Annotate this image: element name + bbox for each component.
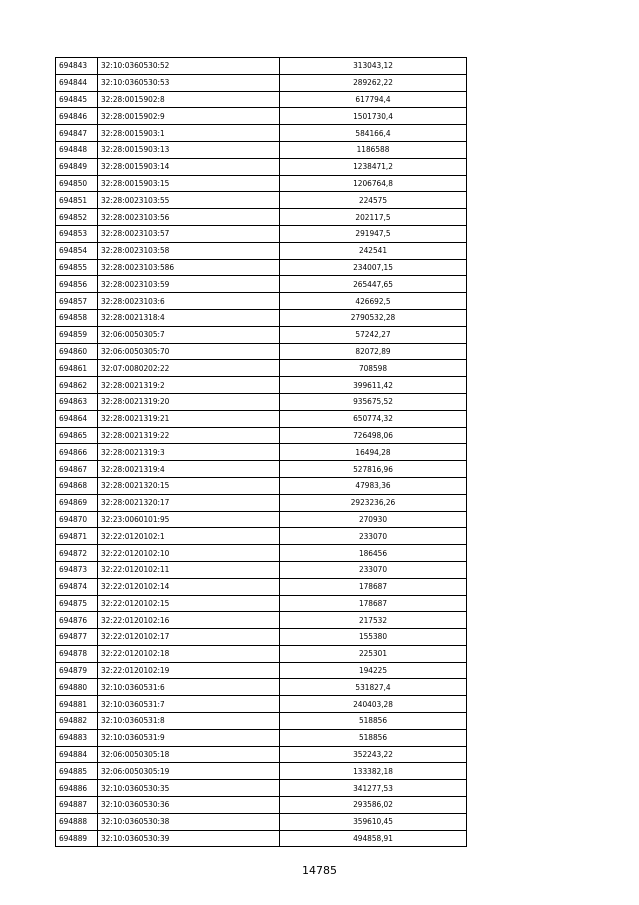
table-row	[56, 209, 467, 226]
cadastral-number-cell: 32:06:0050305:19	[98, 763, 280, 780]
value-cell: 82072,89	[280, 343, 467, 360]
value-cell: 293586,02	[280, 797, 467, 814]
table-row	[56, 393, 467, 410]
row-number-cell: 694846	[56, 108, 98, 125]
row-number-cell: 694883	[56, 729, 98, 746]
row-number-cell: 694874	[56, 578, 98, 595]
cadastral-number-cell: 32:28:0021319:4	[98, 461, 280, 478]
table-row	[56, 662, 467, 679]
table-row	[56, 612, 467, 629]
cadastral-number-cell: 32:22:0120102:11	[98, 561, 280, 578]
table-row	[56, 125, 467, 142]
table-row	[56, 225, 467, 242]
value-cell: 233070	[280, 561, 467, 578]
cadastral-number-cell: 32:22:0120102:10	[98, 545, 280, 562]
row-number-cell: 694872	[56, 545, 98, 562]
cadastral-number-cell: 32:28:0021320:17	[98, 494, 280, 511]
value-cell: 233070	[280, 528, 467, 545]
value-cell: 155380	[280, 629, 467, 646]
table-row	[56, 461, 467, 478]
value-cell: 584166,4	[280, 125, 467, 142]
row-number-cell: 694857	[56, 293, 98, 310]
page-number: 14785	[302, 864, 337, 877]
row-number-cell: 694854	[56, 242, 98, 259]
table-row	[56, 293, 467, 310]
cadastral-number-cell: 32:28:0015903:13	[98, 141, 280, 158]
cadastral-number-cell: 32:22:0120102:16	[98, 612, 280, 629]
cadastral-number-cell: 32:06:0050305:7	[98, 326, 280, 343]
value-cell: 527816,96	[280, 461, 467, 478]
row-number-cell: 694863	[56, 393, 98, 410]
value-cell: 133382,18	[280, 763, 467, 780]
table-row	[56, 141, 467, 158]
value-cell: 518856	[280, 729, 467, 746]
row-number-cell: 694867	[56, 461, 98, 478]
value-cell: 178687	[280, 595, 467, 612]
row-number-cell: 694878	[56, 645, 98, 662]
cadastral-number-cell: 32:22:0120102:18	[98, 645, 280, 662]
row-number-cell: 694858	[56, 309, 98, 326]
row-number-cell: 694855	[56, 259, 98, 276]
value-cell: 1206764,8	[280, 175, 467, 192]
row-number-cell: 694879	[56, 662, 98, 679]
value-cell: 1501730,4	[280, 108, 467, 125]
table-row	[56, 360, 467, 377]
value-cell: 617794,4	[280, 91, 467, 108]
value-cell: 726498,06	[280, 427, 467, 444]
row-number-cell: 694869	[56, 494, 98, 511]
table-row	[56, 309, 467, 326]
row-number-cell: 694882	[56, 713, 98, 730]
cadastral-number-cell: 32:28:0021319:3	[98, 444, 280, 461]
value-cell: 291947,5	[280, 225, 467, 242]
value-cell: 359610,45	[280, 813, 467, 830]
table-row	[56, 477, 467, 494]
cadastral-number-cell: 32:28:0015903:14	[98, 158, 280, 175]
table-row	[56, 813, 467, 830]
value-cell: 2790532,28	[280, 309, 467, 326]
value-cell: 935675,52	[280, 393, 467, 410]
cadastral-number-cell: 32:28:0021318:4	[98, 309, 280, 326]
value-cell: 708598	[280, 360, 467, 377]
value-cell: 2923236,26	[280, 494, 467, 511]
cadastral-number-cell: 32:28:0023103:6	[98, 293, 280, 310]
row-number-cell: 694865	[56, 427, 98, 444]
cadastral-number-cell: 32:10:0360531:9	[98, 729, 280, 746]
value-cell: 194225	[280, 662, 467, 679]
value-cell: 352243,22	[280, 746, 467, 763]
value-cell: 57242,27	[280, 326, 467, 343]
row-number-cell: 694847	[56, 125, 98, 142]
value-cell: 313043,12	[280, 58, 467, 75]
value-cell: 234007,15	[280, 259, 467, 276]
table-row	[56, 595, 467, 612]
cadastral-number-cell: 32:22:0120102:15	[98, 595, 280, 612]
cadastral-number-cell: 32:10:0360530:36	[98, 797, 280, 814]
row-number-cell: 694871	[56, 528, 98, 545]
cadastral-number-cell: 32:10:0360530:35	[98, 780, 280, 797]
row-number-cell: 694845	[56, 91, 98, 108]
table-row	[56, 830, 467, 847]
cadastral-number-cell: 32:10:0360530:39	[98, 830, 280, 847]
value-cell: 399611,42	[280, 377, 467, 394]
cadastral-number-cell: 32:28:0023103:57	[98, 225, 280, 242]
table-row	[56, 629, 467, 646]
value-cell: 224575	[280, 192, 467, 209]
row-number-cell: 694868	[56, 477, 98, 494]
row-number-cell: 694860	[56, 343, 98, 360]
cadastral-number-cell: 32:23:0060101:95	[98, 511, 280, 528]
cadastral-number-cell: 32:28:0021319:2	[98, 377, 280, 394]
cadastral-number-cell: 32:22:0120102:17	[98, 629, 280, 646]
cadastral-number-cell: 32:28:0023103:55	[98, 192, 280, 209]
row-number-cell: 694870	[56, 511, 98, 528]
table-row	[56, 713, 467, 730]
row-number-cell: 694850	[56, 175, 98, 192]
table-row	[56, 192, 467, 209]
cadastral-number-cell: 32:07:0080202:22	[98, 360, 280, 377]
cadastral-number-cell: 32:28:0015902:9	[98, 108, 280, 125]
cadastral-number-cell: 32:28:0015903:15	[98, 175, 280, 192]
value-cell: 270930	[280, 511, 467, 528]
row-number-cell: 694876	[56, 612, 98, 629]
row-number-cell: 694849	[56, 158, 98, 175]
row-number-cell: 694852	[56, 209, 98, 226]
row-number-cell: 694859	[56, 326, 98, 343]
row-number-cell: 694844	[56, 74, 98, 91]
row-number-cell: 694885	[56, 763, 98, 780]
table-row	[56, 326, 467, 343]
value-cell: 494858,91	[280, 830, 467, 847]
row-number-cell: 694877	[56, 629, 98, 646]
table-row	[56, 410, 467, 427]
table-row	[56, 561, 467, 578]
table-row	[56, 780, 467, 797]
cadastral-number-cell: 32:10:0360531:7	[98, 696, 280, 713]
table-row	[56, 696, 467, 713]
cadastral-number-cell: 32:28:0023103:58	[98, 242, 280, 259]
value-cell: 240403,28	[280, 696, 467, 713]
row-number-cell: 694861	[56, 360, 98, 377]
value-cell: 186456	[280, 545, 467, 562]
row-number-cell: 694856	[56, 276, 98, 293]
cadastral-number-cell: 32:10:0360531:6	[98, 679, 280, 696]
cadastral-number-cell: 32:28:0023103:586	[98, 259, 280, 276]
cadastral-number-cell: 32:28:0015902:8	[98, 91, 280, 108]
row-number-cell: 694864	[56, 410, 98, 427]
table-row	[56, 679, 467, 696]
table-row	[56, 746, 467, 763]
cadastral-number-cell: 32:22:0120102:19	[98, 662, 280, 679]
table-row	[56, 578, 467, 595]
value-cell: 1186588	[280, 141, 467, 158]
row-number-cell: 694889	[56, 830, 98, 847]
row-number-cell: 694866	[56, 444, 98, 461]
cadastral-number-cell: 32:06:0050305:18	[98, 746, 280, 763]
cadastral-number-cell: 32:22:0120102:1	[98, 528, 280, 545]
value-cell: 289262,22	[280, 74, 467, 91]
table-row	[56, 175, 467, 192]
cadastral-number-cell: 32:10:0360530:38	[98, 813, 280, 830]
table-row	[56, 158, 467, 175]
row-number-cell: 694881	[56, 696, 98, 713]
value-cell: 341277,53	[280, 780, 467, 797]
row-number-cell: 694886	[56, 780, 98, 797]
table-row	[56, 545, 467, 562]
row-number-cell: 694843	[56, 58, 98, 75]
table-row	[56, 108, 467, 125]
table-row	[56, 74, 467, 91]
table-row	[56, 58, 467, 75]
table-row	[56, 528, 467, 545]
row-number-cell: 694888	[56, 813, 98, 830]
value-cell: 531827,4	[280, 679, 467, 696]
registry-table-body	[56, 58, 467, 847]
table-row	[56, 797, 467, 814]
table-row	[56, 91, 467, 108]
value-cell: 225301	[280, 645, 467, 662]
cadastral-number-cell: 32:28:0023103:59	[98, 276, 280, 293]
row-number-cell: 694851	[56, 192, 98, 209]
cadastral-number-cell: 32:28:0015903:1	[98, 125, 280, 142]
table-row	[56, 494, 467, 511]
row-number-cell: 694880	[56, 679, 98, 696]
row-number-cell: 694884	[56, 746, 98, 763]
value-cell: 1238471,2	[280, 158, 467, 175]
cadastral-number-cell: 32:28:0023103:56	[98, 209, 280, 226]
value-cell: 202117,5	[280, 209, 467, 226]
table-row	[56, 444, 467, 461]
value-cell: 242541	[280, 242, 467, 259]
table-row	[56, 242, 467, 259]
cadastral-number-cell: 32:10:0360530:53	[98, 74, 280, 91]
row-number-cell: 694875	[56, 595, 98, 612]
table-row	[56, 763, 467, 780]
value-cell: 426692,5	[280, 293, 467, 310]
table-row	[56, 645, 467, 662]
row-number-cell: 694853	[56, 225, 98, 242]
cadastral-number-cell: 32:28:0021319:22	[98, 427, 280, 444]
table-row	[56, 427, 467, 444]
value-cell: 178687	[280, 578, 467, 595]
row-number-cell: 694848	[56, 141, 98, 158]
value-cell: 47983,36	[280, 477, 467, 494]
value-cell: 265447,65	[280, 276, 467, 293]
table-row	[56, 729, 467, 746]
row-number-cell: 694862	[56, 377, 98, 394]
cadastral-number-cell: 32:10:0360530:52	[98, 58, 280, 75]
value-cell: 16494,28	[280, 444, 467, 461]
cadastral-number-cell: 32:06:0050305:70	[98, 343, 280, 360]
row-number-cell: 694873	[56, 561, 98, 578]
value-cell: 650774,32	[280, 410, 467, 427]
table-row	[56, 276, 467, 293]
cadastral-number-cell: 32:22:0120102:14	[98, 578, 280, 595]
value-cell: 518856	[280, 713, 467, 730]
table-row	[56, 511, 467, 528]
cadastral-number-cell: 32:28:0021320:15	[98, 477, 280, 494]
row-number-cell: 694887	[56, 797, 98, 814]
table-row	[56, 377, 467, 394]
cadastral-number-cell: 32:28:0021319:21	[98, 410, 280, 427]
value-cell: 217532	[280, 612, 467, 629]
cadastral-number-cell: 32:10:0360531:8	[98, 713, 280, 730]
registry-table	[55, 57, 467, 847]
table-row	[56, 343, 467, 360]
table-row	[56, 259, 467, 276]
cadastral-number-cell: 32:28:0021319:20	[98, 393, 280, 410]
